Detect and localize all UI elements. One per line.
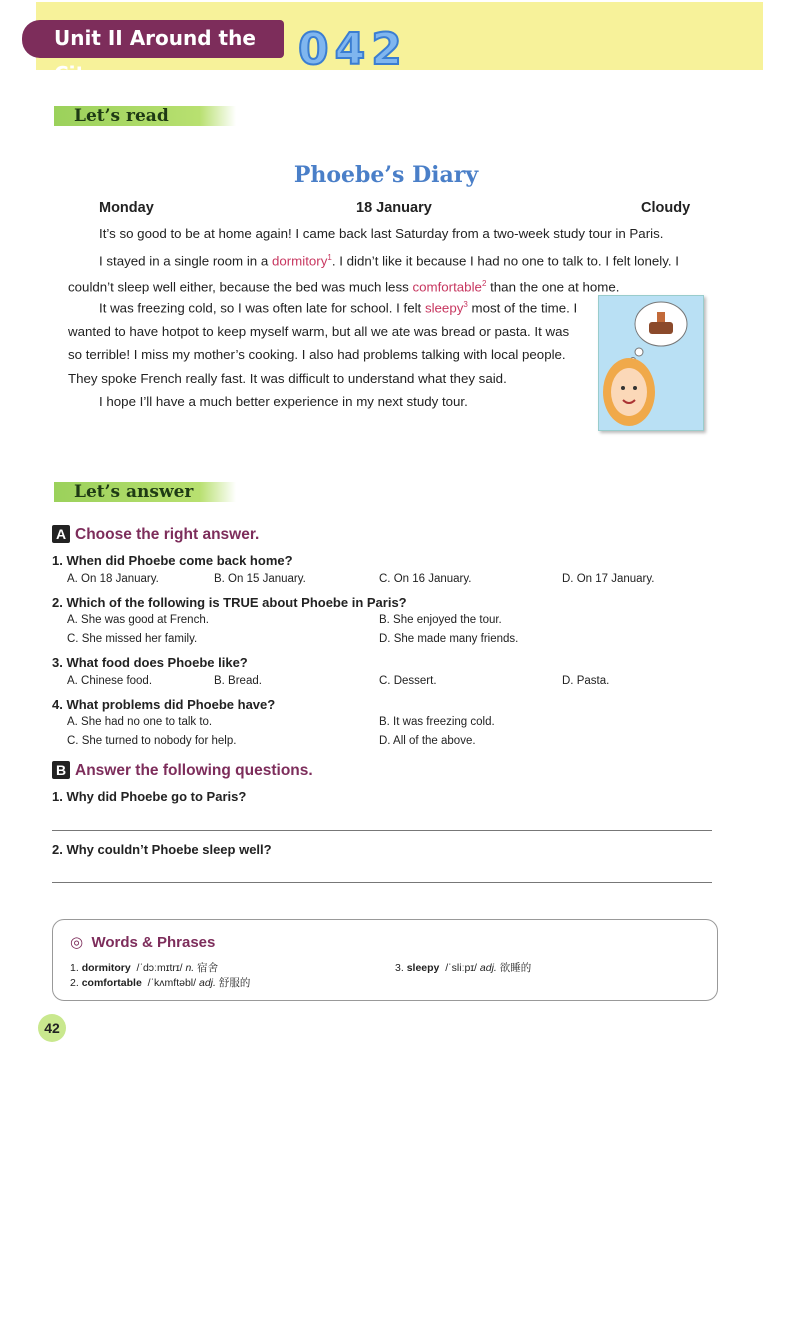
answer-line-2[interactable] (52, 882, 712, 883)
word-entry (70, 960, 218, 975)
diary-paragraph-2 (68, 246, 704, 300)
unit-label: Unit II Around the City (22, 20, 284, 58)
section-heading-answer: Let’s answer (54, 482, 236, 502)
option[interactable]: D. All of the above. (379, 735, 476, 747)
part-a-title: Choose the right answer. (75, 526, 260, 543)
part-a-heading (52, 525, 259, 544)
text-run: than the one at home. (486, 279, 620, 295)
page-number: 42 (38, 1014, 66, 1042)
option[interactable]: B. Bread. (214, 675, 262, 687)
entry-meaning: 宿舍 (197, 962, 219, 974)
footnote-marker: 2 (481, 279, 487, 289)
question-1: 1. When did Phoebe come back home? (52, 553, 293, 568)
text-run: I stayed in a single room in a (99, 252, 272, 268)
option[interactable]: B. She enjoyed the tour. (379, 614, 502, 626)
option[interactable]: C. Dessert. (379, 675, 437, 687)
part-b-badge: B (52, 761, 70, 779)
option[interactable]: D. Pasta. (562, 675, 610, 687)
phoebe-drawing (599, 296, 703, 430)
open-question-1: 1. Why did Phoebe go to Paris? (52, 789, 247, 804)
phoebe-illustration (598, 295, 704, 431)
option[interactable]: C. She turned to nobody for help. (67, 735, 237, 747)
entry-number: 3. (395, 962, 404, 974)
option[interactable]: A. She had no one to talk to. (67, 716, 213, 728)
unit-number: 042 (298, 24, 408, 75)
part-b-title: Answer the following questions. (75, 762, 313, 779)
footnote-marker: 1 (327, 252, 332, 262)
target-icon: ◎ (70, 934, 84, 951)
diary-title: Phoebe’s Diary (293, 162, 479, 188)
diary-text-2 (68, 293, 578, 414)
option[interactable]: C. She missed her family. (67, 633, 198, 645)
option[interactable]: D. On 17 January. (562, 573, 655, 585)
text-run: most of the time. I wanted to have hotpot to keep myself warm, but all we ate was bread or pasta. It was so terrible! I miss my mother’s cooking. I also had problems talking with local people. They spoke French really fast. It was difficult to understand what they said. (68, 300, 578, 386)
question-3: 3. What food does Phoebe like? (52, 655, 248, 670)
question-2: 2. Which of the following is TRUE about Phoebe in Paris? (52, 595, 407, 610)
footnote-marker: 3 (463, 300, 468, 309)
entry-phonetic: /ˈdɔːmɪtrɪ/ (136, 962, 183, 974)
entry-word: dormitory (81, 962, 131, 974)
words-title-text: Words & Phrases (91, 934, 216, 951)
entry-number: 1. (70, 962, 79, 974)
word-entry (70, 975, 250, 990)
option[interactable]: C. On 16 January. (379, 573, 472, 585)
section-heading-read: Let’s read (54, 106, 236, 126)
diary-paragraph-3 (68, 293, 578, 390)
option[interactable]: B. It was freezing cold. (379, 716, 495, 728)
part-a-badge: A (52, 525, 70, 543)
words-phrases-title (70, 933, 215, 951)
answer-line-1[interactable] (52, 830, 712, 831)
diary-text (68, 222, 704, 299)
open-question-2: 2. Why couldn’t Phoebe sleep well? (52, 842, 272, 857)
entry-meaning: 欲睡的 (499, 962, 532, 974)
diary-weather: Cloudy (641, 200, 691, 216)
part-b-heading (52, 761, 313, 780)
word-entry (395, 960, 531, 975)
text-run: It was freezing cold, so I was often late for school. I felt (99, 300, 425, 316)
option[interactable]: A. Chinese food. (67, 675, 153, 687)
entry-pos: adj. (479, 962, 497, 974)
text-run: . I didn’t like it because I had no one to talk to. I felt lonely. I couldn’t sleep well either, because the bed was much less (68, 252, 679, 295)
option[interactable]: A. She was good at French. (67, 614, 209, 626)
diary-paragraph-1: It’s so good to be at home again! I came back last Saturday from a two-week study tour in Paris. (99, 226, 664, 241)
entry-pos: n. (185, 962, 195, 974)
vocab-word-dormitory: dormitory (271, 252, 328, 268)
option[interactable]: A. On 18 January. (67, 573, 159, 585)
entry-phonetic: /ˈsliːpɪ/ (445, 962, 477, 974)
diary-paragraph-4: I hope I’ll have a much better experience in my next study tour. (99, 394, 468, 410)
diary-date: 18 January (356, 200, 432, 216)
vocab-word-comfortable: comfortable (412, 279, 482, 295)
option[interactable]: B. On 15 January. (214, 573, 306, 585)
entry-phonetic: /ˈkʌmftəbl/ (147, 977, 197, 989)
diary-day: Monday (99, 200, 154, 216)
entry-meaning: 舒服的 (218, 977, 251, 989)
entry-word: comfortable (81, 977, 142, 989)
entry-word: sleepy (406, 962, 440, 974)
entry-number: 2. (70, 977, 79, 989)
option[interactable]: D. She made many friends. (379, 633, 519, 645)
question-4: 4. What problems did Phoebe have? (52, 697, 276, 712)
entry-pos: adj. (198, 977, 216, 989)
vocab-word-sleepy: sleepy (424, 300, 464, 316)
